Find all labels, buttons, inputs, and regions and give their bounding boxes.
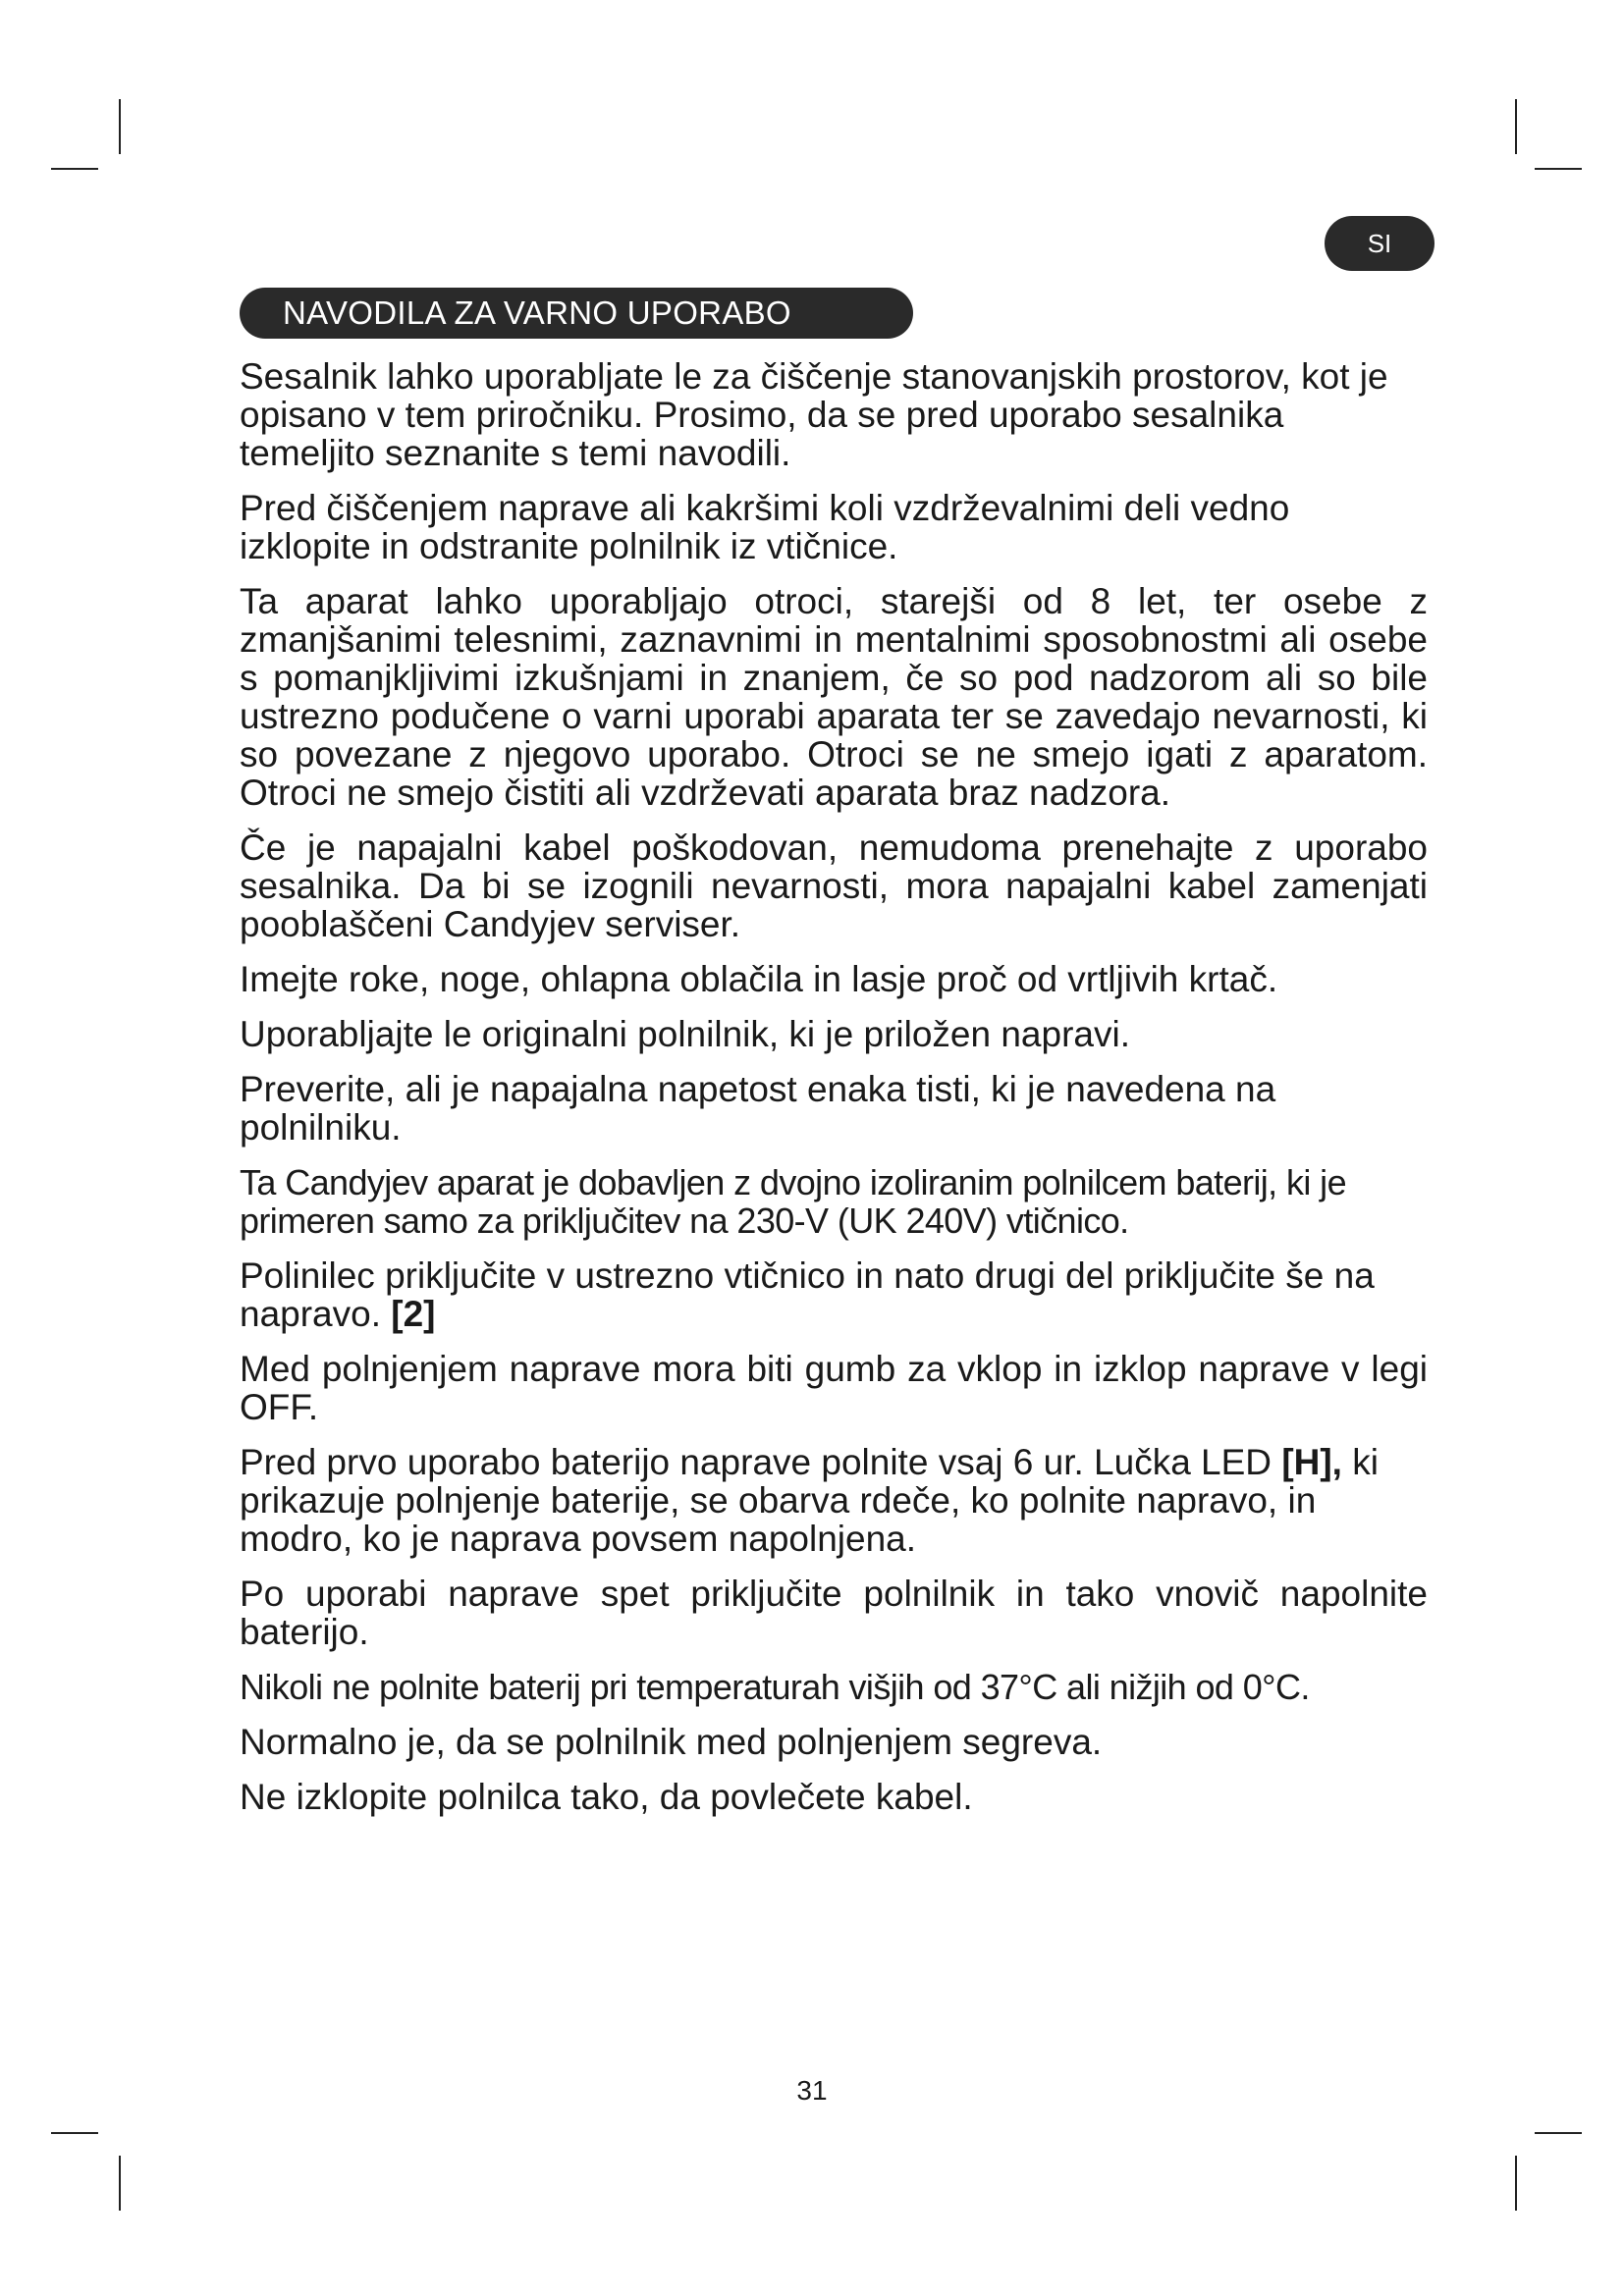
paragraph-charging-temperature: Nikoli ne polnite baterij pri temperaturah višjih od 37°C ali nižjih od 0°C. <box>240 1667 1310 1707</box>
paragraph-double-insulated-charger: Ta Candyjev aparat je dobavljen z dvojno izoliranim polnilcem baterij, ki je primeren samo za priključitev na 230-V (UK 240V) vtičnico. <box>240 1162 1347 1241</box>
paragraph-charger-warms: Normalno je, da se polnilnik med polnjenjem segreva. <box>240 1722 1103 1762</box>
paragraph-damaged-cable: Če je napajalni kabel poškodovan, nemudoma prenehajte z uporabo sesalnika. Da bi se izognili nevarnosti, mora napajalni kabel zamenjati pooblaščeni Candyjev serviser. <box>240 828 1428 944</box>
paragraph-first-charge-text-before: Pred prvo uporabo baterijo naprave polnite vsaj 6 ur. Lučka LED <box>240 1442 1282 1482</box>
paragraph-switch-off-while-charging: Med polnjenjem naprave mora biti gumb za vklop in izklop naprave v legi OFF. <box>240 1349 1428 1427</box>
crop-mark-bottom-left-horizontal <box>51 2132 98 2134</box>
paragraph-rotating-brushes: Imejte roke, noge, ohlapna oblačila in lasje proč od vrtljivih krtač. <box>240 959 1278 999</box>
language-badge: SI <box>1325 216 1435 271</box>
crop-mark-bottom-right-horizontal <box>1535 2132 1582 2134</box>
paragraph-children-and-persons: Ta aparat lahko uporabljajo otroci, starejši od 8 let, ter osebe z zmanjšanimi telesnimi, zaznavnimi in mentalnimi sposobnostmi ali osebe s pomanjkljivimi izkušnjami in znanjem, če so pod nadzorom ali so bile ustrezno podučene o varni uporabi aparata ter se zavedajo nevarnosti, ki so povezane z njegovo uporabo. Otroci se ne smejo igati z aparatom. Otroci ne smejo čistiti ali vzdrževati aparata braz nadzora. <box>240 581 1428 813</box>
led-reference-h: [H], <box>1281 1442 1342 1482</box>
crop-mark-bottom-right-vertical <box>1515 2156 1517 2211</box>
paragraph-do-not-pull-cable: Ne izklopite polnilca tako, da povlečete kabel. <box>240 1777 973 1817</box>
paragraph-check-voltage: Preverite, ali je napajalna napetost enaka tisti, ki je navedena na polnilniku. <box>240 1069 1276 1148</box>
paragraph-connect-charger <box>240 1256 1428 1333</box>
paragraph-original-charger: Uporabljajte le originalni polnilnik, ki je priložen napravi. <box>240 1014 1130 1054</box>
paragraph-unplug-before-cleaning: Pred čiščenjem naprave ali kakršimi koli vzdrževalnimi deli vedno izklopite in odstranite polnilnik iz vtičnice. <box>240 488 1290 566</box>
figure-reference-2: [2] <box>391 1294 436 1334</box>
crop-mark-bottom-left-vertical <box>119 2156 121 2211</box>
page-number: 31 <box>796 2075 828 2106</box>
safety-instructions <box>240 357 1428 1833</box>
paragraph-first-charge <box>240 1443 1428 1558</box>
crop-mark-top-right-horizontal <box>1535 168 1582 170</box>
paragraph-intended-use: Sesalnik lahko uporabljate le za čiščenje stanovanjskih prostorov, kot je opisano v tem priročniku. Prosimo, da se pred uporabo sesalnika temeljito seznanite s temi navodili. <box>240 356 1388 473</box>
paragraph-recharge-after-use: Po uporabi naprave spet priključite polnilnik in tako vnovič napolnite baterijo. <box>240 1574 1428 1652</box>
paragraph-first-charge-text-after: ki prikazuje polnjenje baterije, se obarva rdeče, ko polnite napravo, in modro, ko je naprava povsem napolnjena. <box>240 1442 1379 1559</box>
crop-mark-top-right-vertical <box>1515 99 1517 154</box>
crop-mark-top-left-vertical <box>119 99 121 154</box>
paragraph-connect-charger-text: Polinilec priključite v ustrezno vtičnico in nato drugi del priključite še na napravo. <box>240 1255 1375 1334</box>
section-title: NAVODILA ZA VARNO UPORABO <box>240 288 913 339</box>
crop-mark-top-left-horizontal <box>51 168 98 170</box>
